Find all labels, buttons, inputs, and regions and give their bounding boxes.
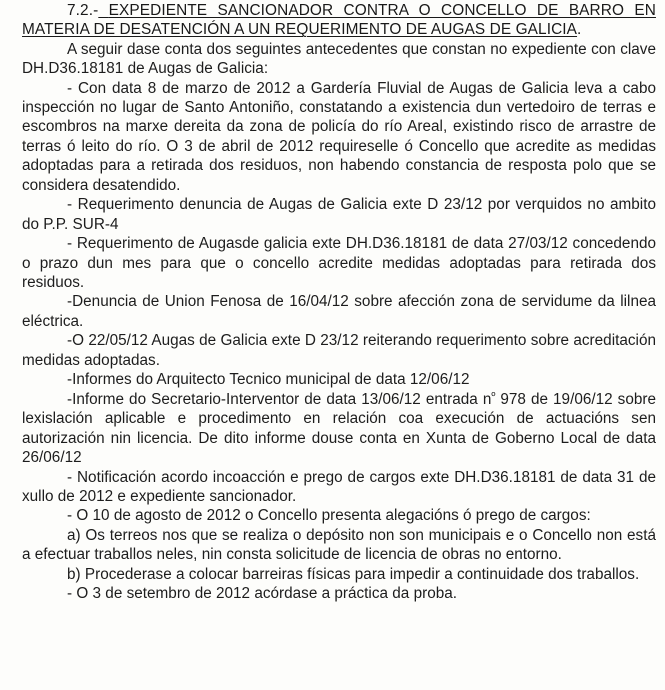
section-title: EXPEDIENTE SANCIONADOR CONTRA O CONCELLO DE BARRO EN MATERIA DE DESATENCIÓN A UN REQUERIMENTO DE AUGAS DE GALICIA — [22, 2, 656, 39]
paragraph-alegacion-a: a) Os terreos nos que se realiza o depósito non son municipais e o Concello non está a efectuar traballos neles, nin consta solicitude de licencia de obras no entorno. — [22, 526, 656, 564]
paragraph-item-denuncia-union-fenosa: -Denuncia de Union Fenosa de 16/04/12 sobre afección zona de servidume da lilnea eléctrica. — [22, 293, 656, 330]
paragraph-item-reiteracion: -O 22/05/12 Augas de Galicia exte D 23/12 reiterando requerimento sobre acreditación medidas adoptadas. — [22, 332, 656, 369]
paragraph-item-requerimento-denuncia: - Requerimento denuncia de Augas de Galicia exte D 23/12 por verquidos no ambito do P.P. SUR-4 — [22, 196, 656, 233]
informe-secretario-text-before: -Informe do Secretario-Interventor de data 13/06/12 entrada n — [67, 390, 492, 408]
paragraph-item-notificacion: - Notificación acordo incoacción e prego de cargos exte DH.D36.18181 de data 31 de xullo de 2012 e expediente sancionador. — [22, 468, 656, 506]
paragraph-intro: A seguir dase conta dos seguintes antecedentes que constan no expediente con clave DH.D36.18181 de Augas de Galicia: — [22, 40, 656, 78]
ordinal-indicator: º — [491, 390, 496, 403]
document-body — [22, 1, 656, 604]
paragraph-item-informes-arquitecto: -Informes do Arquitecto Tecnico municipal de data 12/06/12 — [67, 371, 470, 389]
informe-secretario-text-after: 978 de 19/06/12 sobre lexislación aplicable e procedimento en relación coa execución de actuacións sen autorización nin licencia. De dito informe douse conta en Xunta de Goberno Local de data 26/06/12 — [22, 390, 656, 467]
paragraph-item-proba: - O 3 de setembro de 2012 acórdase a práctica da proba. — [67, 585, 458, 603]
section-number: 7.2.- — [67, 2, 99, 19]
section-heading — [22, 1, 656, 40]
paragraph-item-inspeccion: - Con data 8 de marzo de 2012 a Gardería Fluvial de Augas de Galicia leva a cabo inspección no lugar de Santo Antoniño, constatando a existencia dun vertedoiro de terras e escombros na marxe dereita da zona de policía do río Areal, existindo risco de arrastre de terras ó leito do río. O 3 de abril de 2012 requireselle ó Concello que acredite as medidas adoptadas para a retirada dos residuos, non habendo constancia de resposta polo que se considera desatendido. — [22, 79, 656, 194]
paragraph-item-informe-secretario — [22, 390, 656, 468]
paragraph-item-requerimento-augas: - Requerimento de Augasde galicia exte DH.D36.18181 de data 27/03/12 concedendo o prazo dun mes para que o concello acredite medidas adoptadas para retirada dos residuos. — [22, 235, 656, 292]
paragraph-alegacion-b: b) Procederase a colocar barreiras físicas para impedir a continuidade dos traballos. — [67, 565, 640, 583]
paragraph-item-alegacions: - O 10 de agosto de 2012 o Concello presenta alegacións ó prego de cargos: — [67, 507, 591, 525]
section-heading-punctuation: . — [577, 21, 582, 39]
